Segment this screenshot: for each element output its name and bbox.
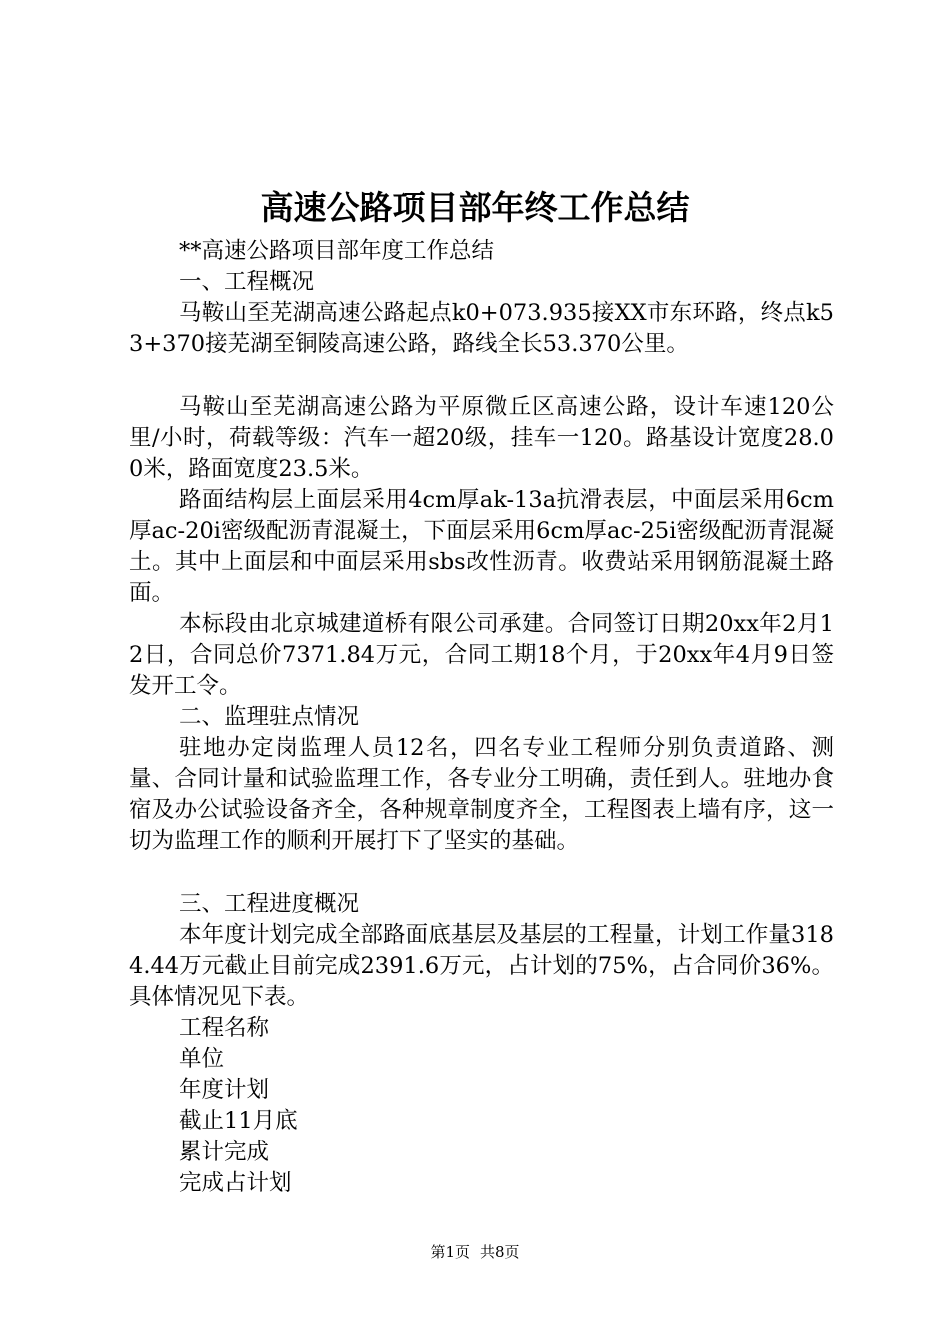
paragraph-supervision: 驻地办定岗监理人员12名，四名专业工程师分别负责道路、测量、合同计量和试验监理工作，各专业分工明确，责任到人。驻地办食宿及办公试验设备齐全，各种规章制度齐全，工程图表上墙有序，这一切为监理工作的顺利开展打下了坚实的基础。 [129,735,834,854]
section-heading-1: 一、工程概况 [179,269,315,295]
table-header-as-of-november: 截止11月底 [179,1108,298,1134]
page-total: 共8页 [480,1243,520,1261]
table-header-unit: 单位 [179,1046,225,1072]
blank-line [129,857,834,889]
table-header-completion-ratio: 完成占计划 [179,1170,292,1196]
paragraph-contract: 本标段由北京城建道桥有限公司承建。合同签订日期20xx年2月12日，合同总价7371.84万元，合同工期18个月，于20xx年4月9日签发开工令。 [129,611,834,699]
table-header-cumulative: 累计完成 [179,1139,270,1165]
document-title: 高速公路项目部年终工作总结 [260,188,690,227]
paragraph-progress: 本年度计划完成全部路面底基层及基层的工程量，计划工作量3184.44万元截止目前完成2391.6万元，占计划的75%，占合同价36%。具体情况见下表。 [129,922,834,1010]
table-header-project-name: 工程名称 [179,1015,270,1041]
paragraph-route: 马鞍山至芜湖高速公路起点k0+073.935接XX市东环路，终点k53+370接芜湖至铜陵高速公路，路线全长53.370公里。 [129,300,834,357]
paragraph-design-speed: 马鞍山至芜湖高速公路为平原微丘区高速公路，设计车速120公里/小时，荷载等级：汽车一超20级，挂车一120。路基设计宽度28.00米，路面宽度23.5米。 [129,394,834,482]
section-heading-2: 二、监理驻点情况 [179,704,360,730]
document-body [129,236,834,1199]
section-heading-3: 三、工程进度概况 [179,891,360,917]
page-footer [0,1242,950,1262]
paragraph-pavement-structure: 路面结构层上面层采用4cm厚ak-13a抗滑表层，中面层采用6cm厚ac-20i密级配沥青混凝土，下面层采用6cm厚ac-25i密级配沥青混凝土。其中上面层和中面层采用sbs改性沥青。收费站采用钢筋混凝土路面。 [129,487,834,606]
subtitle-line: **高速公路项目部年度工作总结 [179,238,495,264]
blank-line [129,360,834,392]
page-number: 第1页 [430,1243,470,1261]
table-header-annual-plan: 年度计划 [179,1077,270,1103]
